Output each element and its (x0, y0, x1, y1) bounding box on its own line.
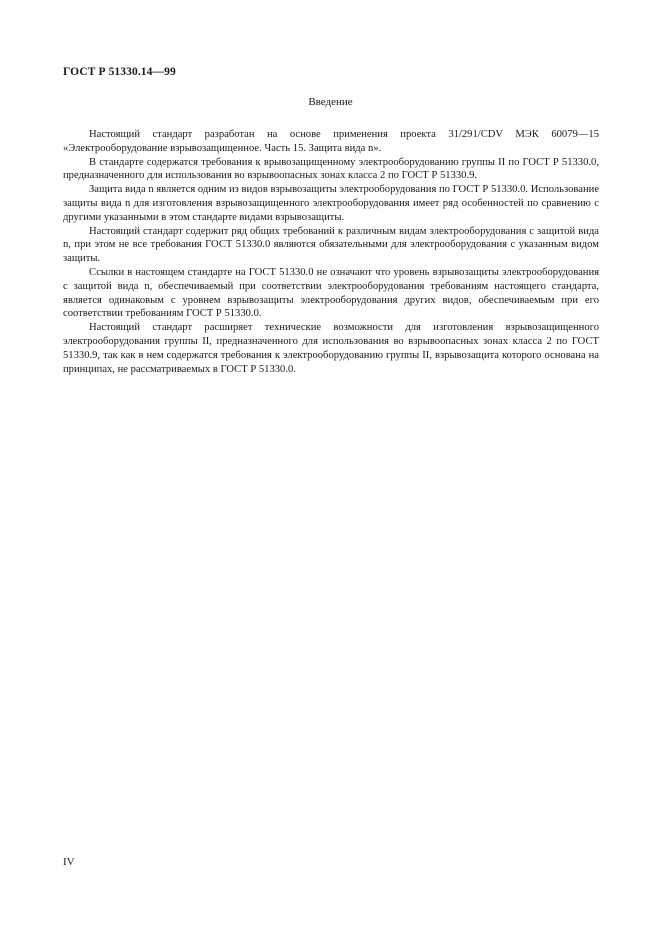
paragraph-1: Настоящий стандарт разработан на основе применения проекта 31/291/CDV МЭК 60079—15 «Электрооборудование взрывозащищенное. Часть 15. Защита вида n». (63, 129, 599, 154)
paragraph-5: Ссылки в настоящем стандарте на ГОСТ 51330.0 не означают что уровень взрывозащиты электрооборудования с защитой вида n, обеспечиваемый при соответствии электрооборудования требованиям настоящего стандарта, является одинаковым с уровнем взрывозащиты электрооборудования других видов, обеспечиваемым при его соответствии требованиям ГОСТ Р 51330.0. (63, 266, 599, 320)
page-number: IV (63, 856, 75, 868)
section-title: Введение (308, 96, 353, 108)
paragraph-3: Защита вида n является одним из видов взрывозащиты электрооборудования по ГОСТ Р 51330.0. Использование защиты вида n для изготовления взрывозащищенного электрооборудования имеет ряд особенностей по сравнению с другими указанными в этом стандарте видами взрывозащиты. (63, 184, 600, 223)
paragraph-4: Настоящий стандарт содержит ряд общих требований к различным видам электрооборудования с защитой вида n, при этом не все требования ГОСТ 51330.0 являются обязательными для электрооборудования с указанным видом защиты. (63, 225, 599, 265)
paragraph-2: В стандарте содержатся требования к врывозащищенному электрооборудованию группы II по ГОСТ Р 51330.0, предназначенного для использования во взрывоопасных зонах класса 2 по ГОСТ Р 51330.9. (63, 156, 599, 182)
section-body (63, 128, 599, 376)
paragraph-6: Настоящий стандарт расширяет технические возможности для изготовления взрывозащищенного электрооборудования группы II, предназначенного для использования во взрывоопасных зонах класса 2 по ГОСТ 51330.9, так как в нем содержатся требования к электрооборудованию группы II, взрывозащита которого основана на принципах, не рассматриваемых в ГОСТ Р 51330.0. (63, 322, 599, 375)
document-header: ГОСТ Р 51330.14—99 (63, 66, 176, 78)
